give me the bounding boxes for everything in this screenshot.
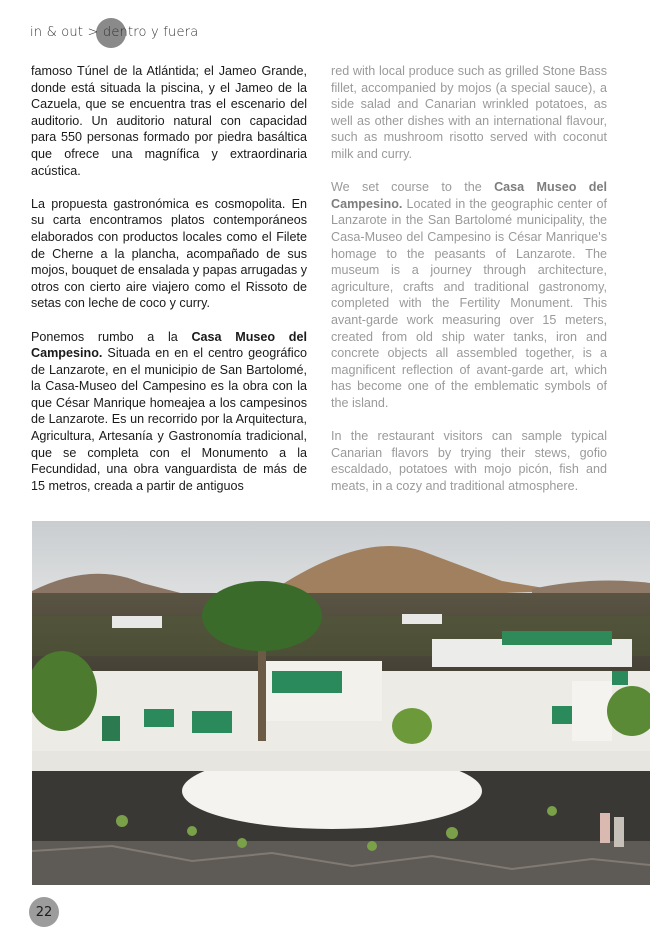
bold-place-name: Casa Museo del Campesino. bbox=[331, 180, 607, 211]
paragraph-intro: We set course to the bbox=[331, 180, 495, 195]
paragraph bbox=[31, 329, 307, 495]
paragraph-body: Located in the geographic center of Lanzarote in the San Bartolomé municipality, the Casa-Museo del Campesino is César Manrique's homage to the peasants of Lanzarote. The museum is a journey through architecture, agriculture, crafts and traditional gastronomy, completed with the Fertility Monument. This avant-garde work measuring over 15 meters, created from old ship water tanks, iron and concrete objects all assembled together, is a magnificent reflection of avant-garde art, which has become one of the emblematic symbols of the island. bbox=[331, 196, 607, 410]
paragraph: La propuesta gastronómica es cosmopolita. En su carta encontramos platos contemporáneos elaborados con productos locales como el Filete de Cherne a la plancha, acompañado de sus mojos, bouquet de ensalada y papas arrugadas y otros con cierto aire viajero como el Rissoto de setas con leche de coco y curry. bbox=[31, 196, 307, 311]
casa-museo-photo bbox=[32, 521, 650, 885]
english-column bbox=[331, 63, 607, 511]
section-header bbox=[30, 18, 330, 48]
bold-place-name: Casa Museo del Campesino. bbox=[31, 329, 308, 361]
page-number: 22 bbox=[29, 897, 59, 927]
paragraph-body: Situada en en el centro geográfico de Lanzarote, en el municipio de San Bartolomé, la Casa-Museo del Campesino es la obra con la que César Manrique homeajea a los campesinos de Lanzarote. Es un recorrido por la Arquitectura, Agricultura, Artesanía y Gastronomía tradicional, que se completa con el Monumento a la Fecundidad, una obra vanguardista de más de 15 metros, creada a partir de antiguos bbox=[31, 346, 307, 493]
paragraph: famoso Túnel de la Atlántida; el Jameo Grande, donde está situada la piscina, y el Jameo de la Cazuela, que se encuentra tras el escenario del auditorio. Un auditorio natural con capacidad para 550 personas formado por piedra basáltica que ofrece una magnífica y extraordinaria acústica. bbox=[31, 64, 307, 178]
section-title: in & out > dentro y fuera bbox=[30, 25, 199, 40]
paragraph: red with local produce such as grilled Stone Bass fillet, accompanied by mojos (a special sauce), a side salad and Canarian wrinkled potatoes, as well as other dishes with an international flavour, such as mushroom risotto served with coconut milk and curry. bbox=[331, 64, 607, 161]
spanish-column bbox=[31, 63, 307, 511]
paragraph: In the restaurant visitors can sample typical Canarian flavors by trying their stews, gofio escaldado, potatoes with mojo picón, fish and meats, in a cozy and traditional atmosphere. bbox=[331, 429, 607, 493]
paragraph bbox=[331, 179, 607, 411]
paragraph-intro: Ponemos rumbo a la bbox=[31, 329, 192, 344]
